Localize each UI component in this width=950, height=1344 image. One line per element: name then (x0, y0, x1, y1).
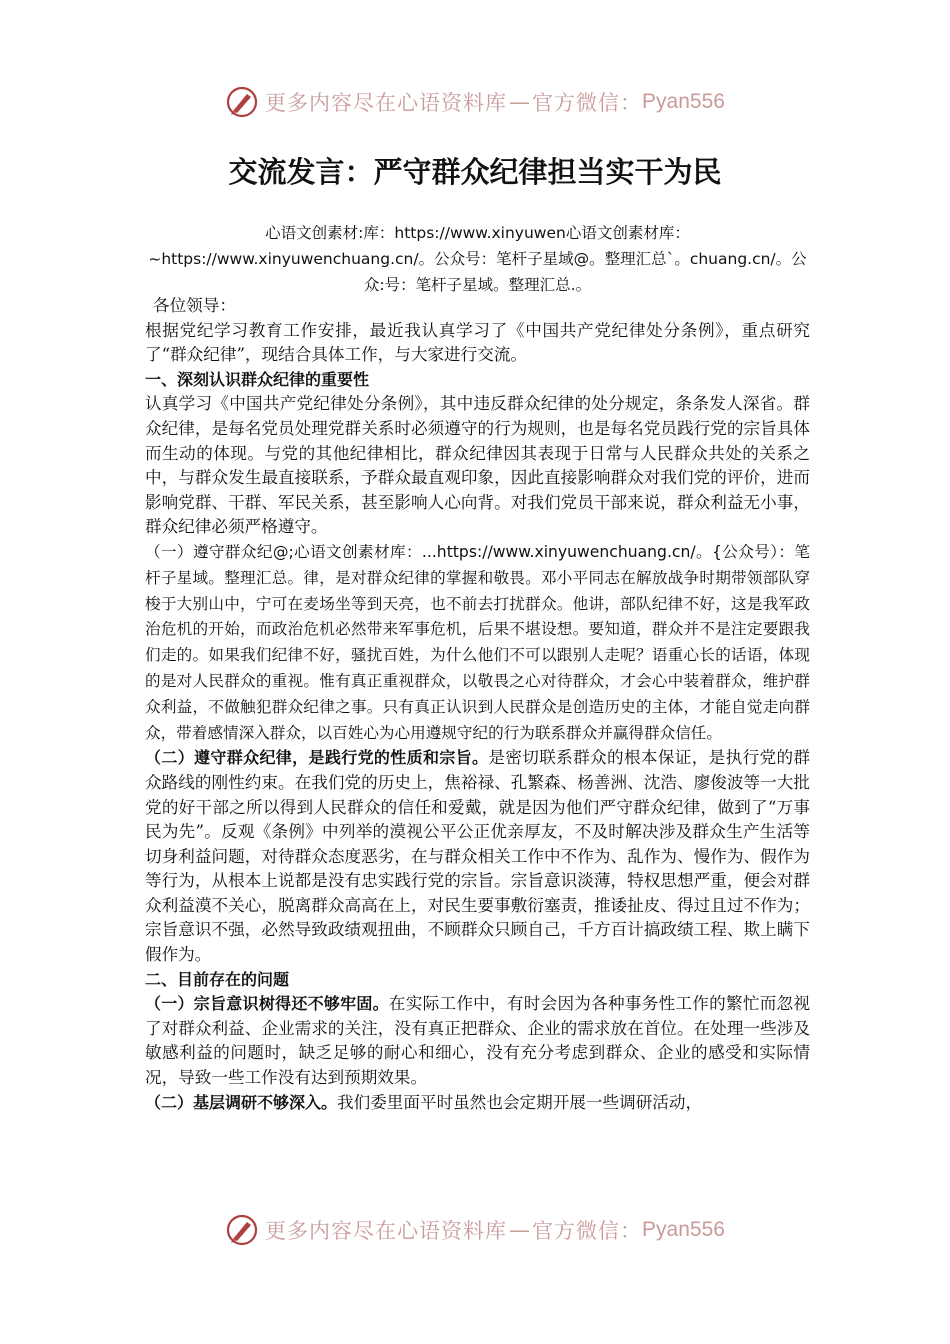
section2-paragraph-2-lead: （二）基层调研不够深入。 (145, 1092, 338, 1112)
section2-paragraph-1 (145, 992, 810, 1090)
banner-separator: — (509, 1218, 531, 1242)
header-banner (0, 82, 950, 122)
banner-text: 更多内容尽在心语资料库 (265, 91, 508, 115)
pen-logo-icon (225, 85, 259, 119)
greeting: 各位领导： (153, 296, 236, 315)
section1-paragraph-3 (145, 746, 810, 967)
section2-paragraph-2-body: 我们委里面平时虽然也会定期开展一些调研活动， (337, 1092, 703, 1112)
document-title: 交流发言：严守群众纪律担当实干为民 (228, 155, 722, 189)
banner-wechat-id: Pyan556 (642, 1218, 725, 1241)
banner-separator: — (509, 90, 531, 114)
section2-heading: 二、目前存在的问题 (145, 969, 290, 989)
footer-banner (0, 1210, 950, 1250)
pen-logo-icon (225, 1213, 259, 1247)
source-line: 心语文创素材:库：https://www.xinyuwen心语文创素材库：~https://www.xinyuwenchuang.cn/。公众号：笔杆子星域@。整理汇总`。chuang.cn/。公众:号：笔杆子星域。整理汇总.。 (148, 224, 807, 294)
section1-paragraph-1: 认真学习《中国共产党纪律处分条例》，其中违反群众纪律的处分规定，条条发人深省。群众纪律，是每名党员处理党群关系时必须遵守的行为规则，也是每名党员践行党的宗旨具体而生动的体现。与党的其他纪律相比，群众纪律因其表现于日常与人民群众共处的关系之中，与群众发生最直接联系，予群众最直观印象，因此直接影响群众对我们党的评价，进而影响党群、干群、军民关系，甚至影响人心向背。对我们党员干部来说，群众利益无小事，群众纪律必须严格遵守。 (145, 394, 810, 537)
section2-paragraph-1-lead: （一）宗旨意识树得还不够牢固。 (145, 994, 389, 1014)
banner-wechat-id: Pyan556 (642, 90, 725, 113)
section2-paragraph-2 (145, 1091, 810, 1116)
intro-paragraph: 根据党纪学习教育工作安排，最近我认真学习了《中国共产党纪律处分条例》，重点研究了“群众纪律”，现结合具体工作，与大家进行交流。 (145, 320, 810, 365)
banner-label: 官方微信： (532, 1219, 643, 1243)
section1-heading: 一、深刻认识群众纪律的重要性 (145, 369, 370, 389)
section1-paragraph-2: （一）遵守群众纪@;心语文创素材库：...https://www.xinyuwenchuang.cn/。{公众号）：笔杆子星域。整理汇总。律，是对群众纪律的掌握和敬畏。邓小平同志在解放战争时期带领部队穿梭于大别山中，宁可在麦场坐等到天亮，也不前去打扰群众。他讲，部队纪律不好，这是我军政治危机的开始，而政治危机必然带来军事危机，后果不堪设想。要知道，群众并不是注定要跟我们走的。如果我们纪律不好，骚扰百姓，为什么他们不可以跟别人走呢？语重心长的话语，体现的是对人民群众的重视。惟有真正重视群众，以敬畏之心对待群众，才会心中装着群众，维护群众利益，不做触犯群众纪律之事。只有真正认识到人民群众是创造历史的主体，才能自觉走向群众，带着感情深入群众，以百姓心为心用遵规守纪的行为联系群众并赢得群众信任。 (145, 542, 810, 742)
section1-paragraph-3-body: 是密切联系群众的根本保证，是执行党的群众路线的刚性约束。在我们党的历史上，焦裕禄、孔繁森、杨善洲、沈浩、廖俊波等一大批党的好干部之所以得到人民群众的信任和爱戴，就是因为他们严守群众纪律，做到了“万事民为先”。反观《条例》中列举的漠视公平公正优亲厚友，不及时解决涉及群众生产生活等切身利益问题，对待群众态度恶劣，在与群众相关工作中不作为、乱作为、慢作为、假作为等行为，从根本上说都是没有忠实践行党的宗旨。宗旨意识淡薄，特权思想严重，便会对群众利益漠不关心，脱离群众高高在上，对民生要事敷衍塞责，推诿扯皮、得过且过不作为；宗旨意识不强，必然导致政绩观扭曲，不顾群众只顾自己，千方百计搞政绩工程、欺上瞒下假作为。 (145, 748, 810, 965)
document-body (145, 294, 810, 1115)
section1-paragraph-3-lead: （二）遵守群众纪律，是践行党的性质和宗旨。 (145, 748, 489, 768)
banner-text: 更多内容尽在心语资料库 (265, 1219, 508, 1243)
banner-label: 官方微信： (532, 91, 643, 115)
section2-paragraph-1-body: 在实际工作中，有时会因为各种事务性工作的繁忙而忽视了对群众利益、企业需求的关注，没有真正把群众、企业的需求放在首位。在处理一些涉及敏感利益的问题时，缺乏足够的耐心和细心，没有充分考虑到群众、企业的感受和实际情况，导致一些工作没有达到预期效果。 (145, 994, 810, 1088)
